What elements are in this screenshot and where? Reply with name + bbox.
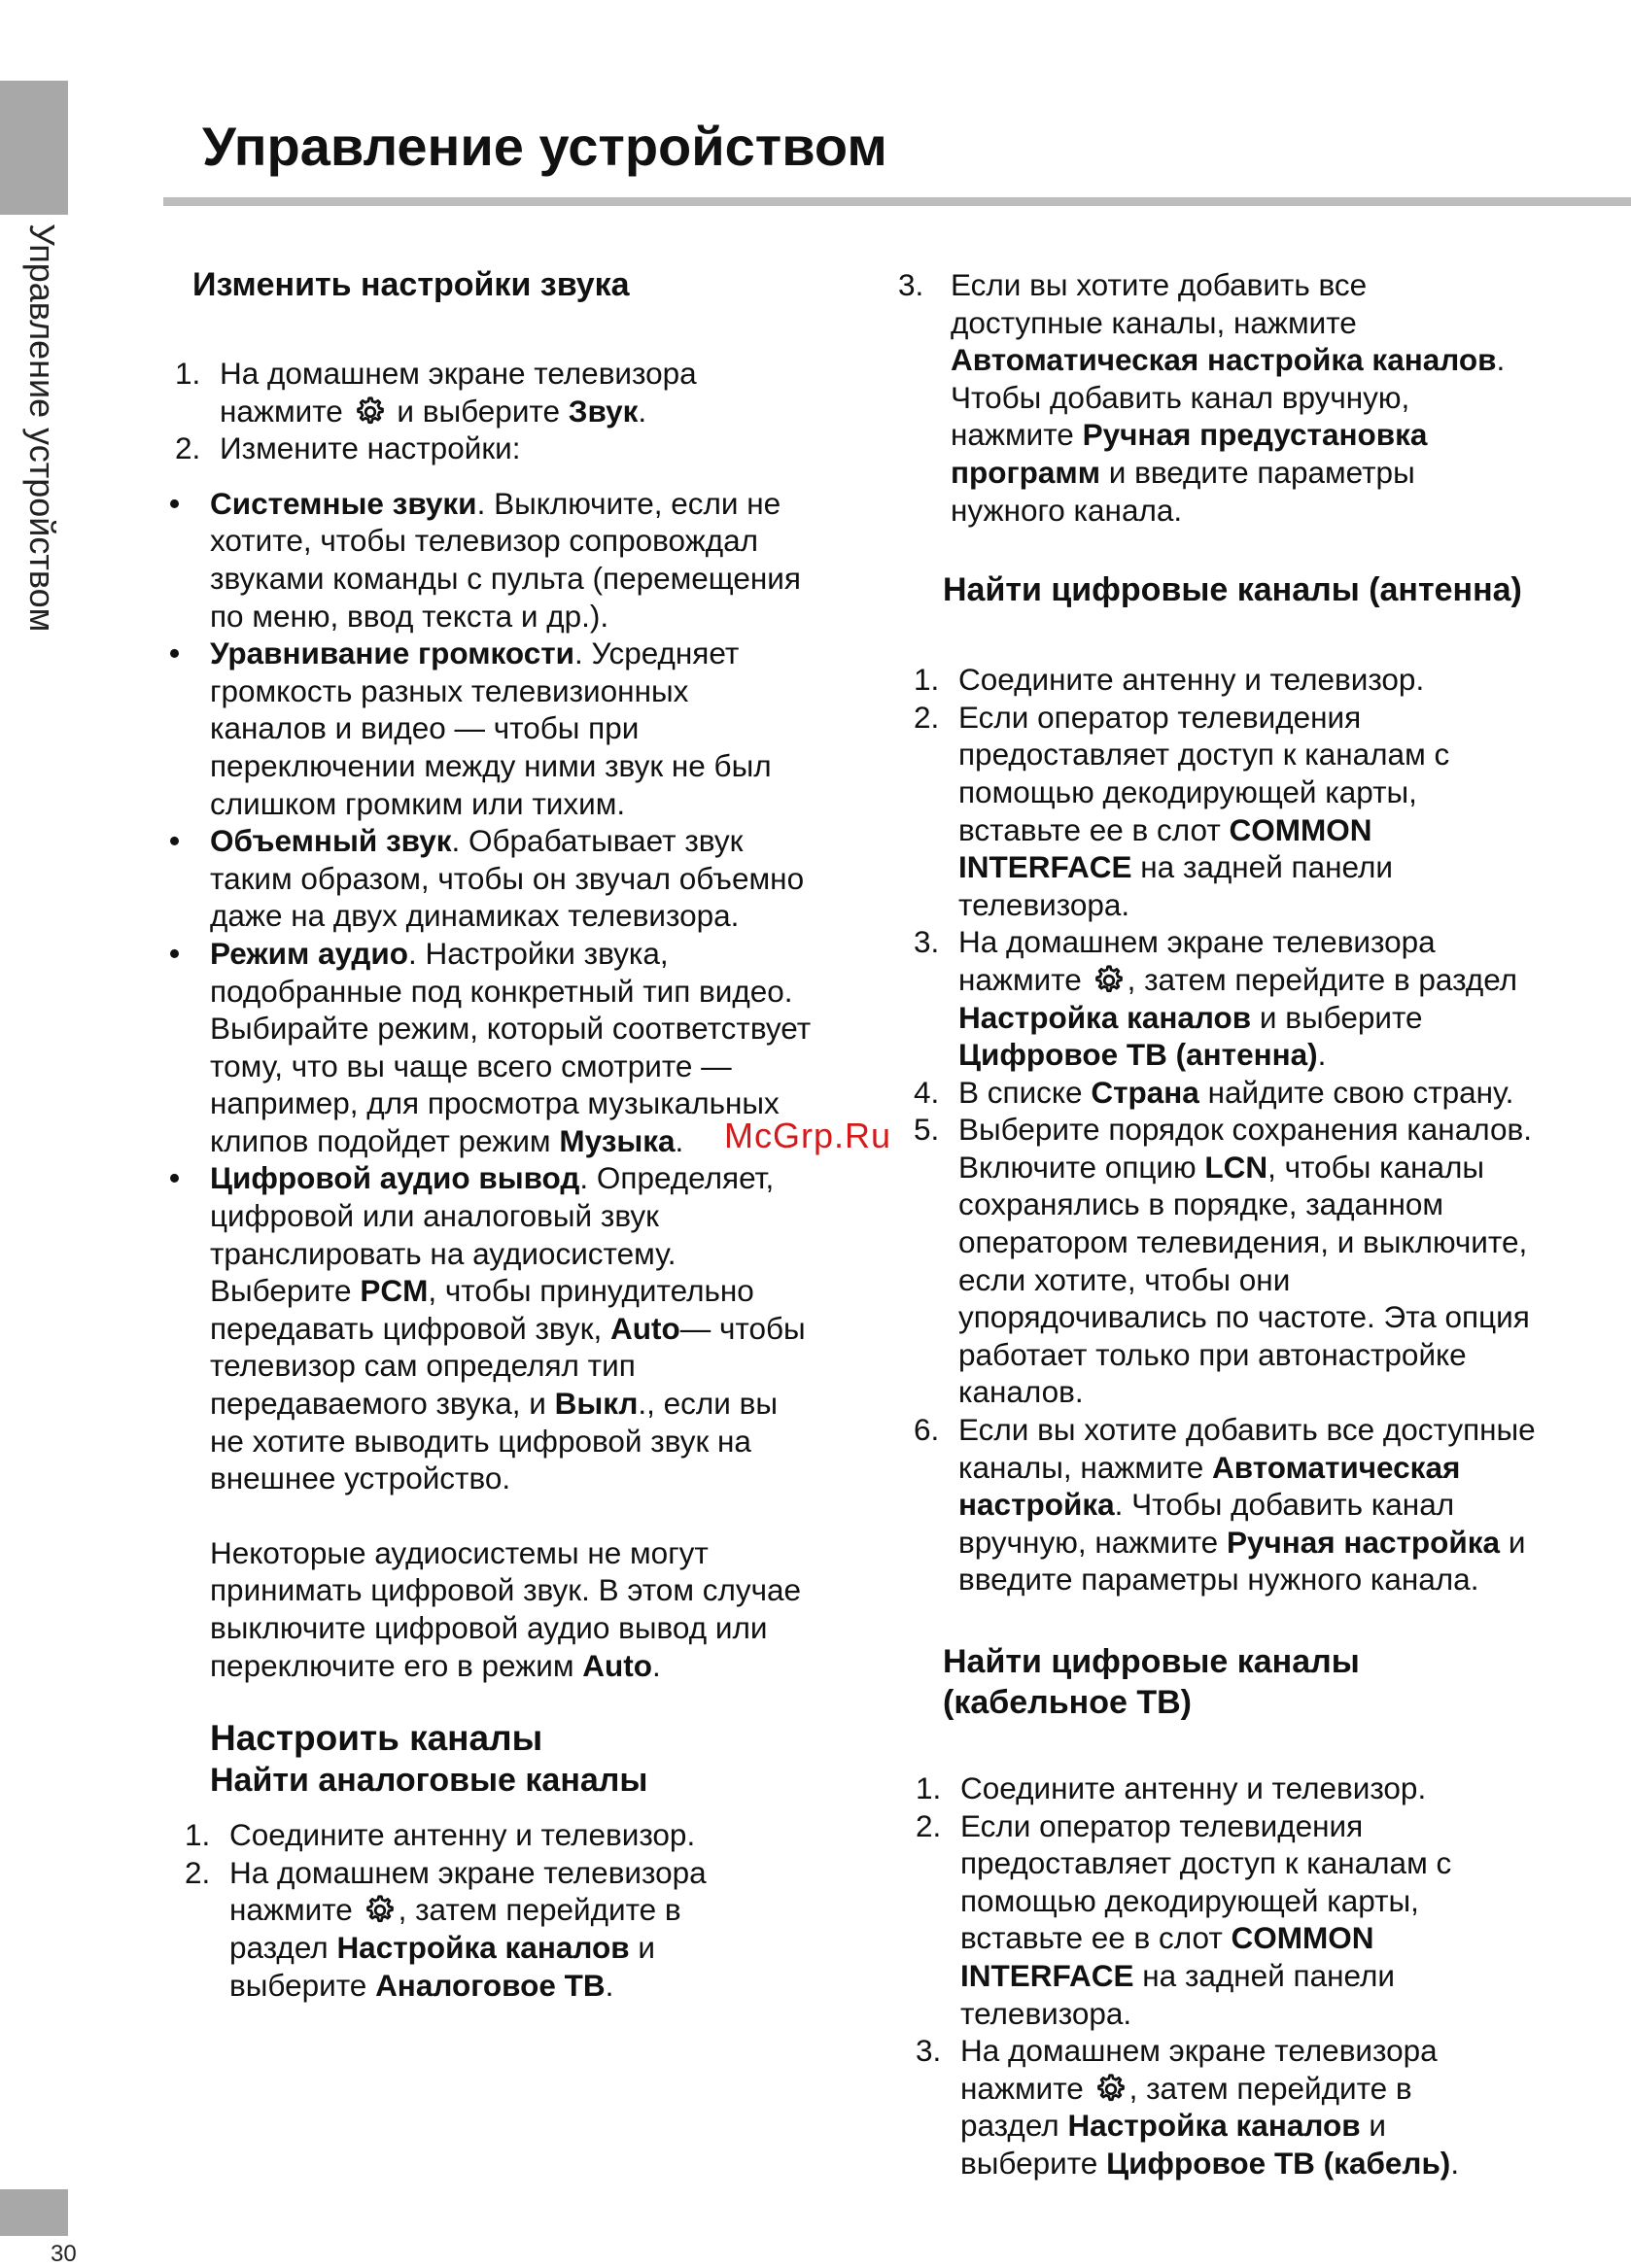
sidebar-tab-top [0, 81, 68, 215]
section-heading-channels: Настроить каналы [210, 1718, 543, 1759]
cable-steps [916, 1770, 1592, 2182]
list-item: 3. Если вы хотите добавить все доступные каналы, нажмите Автоматическая настройка каналов. Чтобы добавить канал вручную, нажмите Ручная предустановка программ и введите параметры нужного канала. [898, 267, 1506, 528]
gear-icon [364, 1894, 397, 1927]
list-item: 3. На домашнем экране телевизора нажмите , затем перейдите в раздел Настройка каналов и выберите Цифровое ТВ (кабель). [916, 2033, 1460, 2181]
list-item: 6. Если вы хотите добавить все доступные каналы, нажмите Автоматическая настройка. Чтобы добавить канал вручную, нажмите Ручная настройка и введите параметры нужного канала. [914, 1412, 1536, 1598]
list-item: 1. На домашнем экране телевизора нажмите и выберите Звук. [175, 356, 697, 429]
analog-steps [185, 1816, 871, 2004]
sidebar-label: Управление устройством [22, 223, 62, 633]
page-number: 30 [51, 2241, 77, 2267]
title-rule [163, 197, 1631, 206]
list-item: 1. Соедините антенну и телевизор. [916, 1770, 1427, 1805]
sound-bullets [210, 485, 871, 1497]
gear-icon [1094, 2073, 1128, 2106]
right-column [898, 266, 1592, 2182]
list-item: 2. Если оператор телевидения предоставляет доступ к каналам с помощью декодирующей карты, вставьте ее в слот COMMON INTERFACE на задней панели телевизора. [916, 1807, 1452, 2031]
list-item: 2. На домашнем экране телевизора нажмите , затем перейдите в раздел Настройка каналов и выберите Аналоговое ТВ. [185, 1854, 707, 2003]
list-item: 1. Соедините антенну и телевизор. [914, 662, 1425, 698]
list-item: 2. Если оператор телевидения предоставляет доступ к каналам с помощью декодирующей карты, вставьте ее в слот COMMON INTERFACE на задней панели телевизора. [914, 699, 1450, 922]
list-item: 4. В списке Страна найдите свою страну. [914, 1074, 1514, 1110]
bullet-item: • Цифровой аудио вывод. Определяет, цифровой или аналоговый звук транслировать на аудиосистему. Выберите PCM, чтобы принудительно передавать цифровой звук, Auto— чтобы телевизор сам определял тип передаваемого звука, и Выкл., если вы не хотите выводить цифровой звук на внешнее устройство. [210, 1159, 871, 1496]
section-heading-antenna: Найти цифровые каналы (антенна) [943, 571, 1522, 609]
list-item: 1. Соедините антенну и телевизор. [185, 1817, 696, 1853]
analog-steps-continued [898, 266, 1592, 529]
bullet-item: • Системные звуки. Выключите, если не хотите, чтобы телевизор сопровождал звуками команды с пульта (перемещения по меню, ввод текста и др.). [210, 485, 871, 635]
gear-icon [354, 395, 387, 429]
section-heading-cable: Найти цифровые каналы (кабельное ТВ) [943, 1643, 1360, 1721]
bullet-item: • Уравнивание громкости. Усредняет громкость разных телевизионных каналов и видео — чтобы при переключении между ними звук не был слишком громким или тихим. [210, 635, 871, 822]
sound-note: Некоторые аудиосистемы не могут принимать цифровой звук. В этом случае выключите цифровой аудио вывод или переключите его в режим Auto. [210, 1534, 802, 1683]
watermark: McGrp.Ru [724, 1116, 892, 1155]
section-heading-sound: Изменить настройки звука [192, 266, 630, 303]
list-item: 2. Измените настройки: [175, 430, 521, 466]
list-item: 5. Выберите порядок сохранения каналов. Включите опцию LCN, чтобы каналы сохранялись в порядке, заданном оператором телевидения, и выключите, если хотите, чтобы они упорядочивались по частоте. Эта опция работает только при автонастройке каналов. [914, 1112, 1532, 1410]
gear-icon [1093, 964, 1126, 997]
page-title: Управление устройством [202, 116, 887, 177]
list-item: 3. На домашнем экране телевизора нажмите , затем перейдите в раздел Настройка каналов и выберите Цифровое ТВ (антенна). [914, 924, 1518, 1073]
bullet-item: • Объемный звук. Обрабатывает звук таким образом, чтобы он звучал объемно даже на двух динамиках телевизора. [210, 822, 871, 935]
sound-steps [175, 355, 871, 467]
sidebar-tab-bottom [0, 2189, 68, 2236]
antenna-steps [914, 661, 1592, 1598]
bullet-item: • Режим аудио. Настройки звука, подобранные под конкретный тип видео. Выбирайте режим, который соответствует тому, что вы чаще всего смотрите — например, для просмотра музыкальных клипов подойдет режим Музыка. [210, 935, 871, 1160]
subheading-analog: Найти аналоговые каналы [210, 1762, 648, 1800]
